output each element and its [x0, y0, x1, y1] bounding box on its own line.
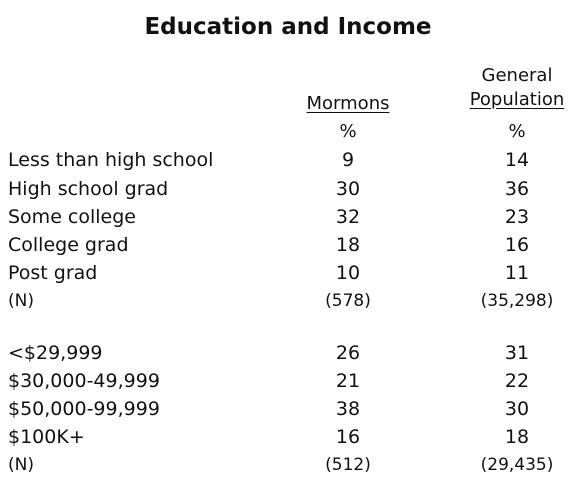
column-header-mormons: [295, 92, 401, 116]
table-row: [0, 203, 576, 231]
table-row: [0, 146, 576, 174]
row-label: High school grad: [8, 178, 169, 200]
mormons-value: 32: [335, 206, 361, 228]
row-label: $100K+: [8, 426, 85, 448]
general-value: (29,435): [480, 455, 554, 475]
general-value: 11: [504, 262, 530, 284]
table-row-sample-size: [0, 287, 576, 315]
percent-label-general: %: [508, 121, 526, 142]
mormons-value: 21: [335, 370, 361, 392]
mormons-value: (578): [325, 291, 371, 311]
row-label: (N): [8, 291, 34, 311]
row-label: <$29,999: [8, 342, 103, 364]
column-header-general-population: [444, 64, 576, 112]
table-row: [0, 395, 576, 423]
percent-label-mormons: %: [339, 121, 357, 142]
table-row: [0, 175, 576, 203]
general-value: 23: [504, 206, 530, 228]
table-row: [0, 367, 576, 395]
table-title: Education and Income: [144, 14, 432, 40]
general-value: 14: [504, 149, 530, 171]
general-value: 22: [504, 370, 530, 392]
mormons-value: 16: [335, 426, 361, 448]
general-value: 36: [504, 178, 530, 200]
mormons-value: 26: [335, 342, 361, 364]
mormons-value: 10: [335, 262, 361, 284]
mormons-value: 30: [335, 178, 361, 200]
mormons-value: 9: [341, 149, 355, 171]
table-row-sample-size: [0, 451, 576, 479]
table-row: [0, 339, 576, 367]
table-row: [0, 423, 576, 451]
column-header-general-line2: Population: [469, 89, 565, 110]
mormons-value: (512): [325, 455, 371, 475]
row-label: Some college: [8, 206, 136, 228]
row-label: Post grad: [8, 262, 98, 284]
general-value: 30: [504, 398, 530, 420]
mormons-value: 38: [335, 398, 361, 420]
row-label: $50,000-99,999: [8, 398, 160, 420]
table-row: [0, 259, 576, 287]
row-label: $30,000-49,999: [8, 370, 160, 392]
row-label: Less than high school: [8, 149, 214, 171]
table-row: [0, 231, 576, 259]
column-header-mormons-label: Mormons: [306, 93, 390, 114]
mormons-value: 18: [335, 234, 361, 256]
general-value: (35,298): [480, 291, 554, 311]
column-header-general-line1: General: [481, 65, 553, 86]
general-value: 18: [504, 426, 530, 448]
general-value: 31: [504, 342, 530, 364]
row-label: College grad: [8, 234, 129, 256]
general-value: 16: [504, 234, 530, 256]
row-label: (N): [8, 455, 34, 475]
